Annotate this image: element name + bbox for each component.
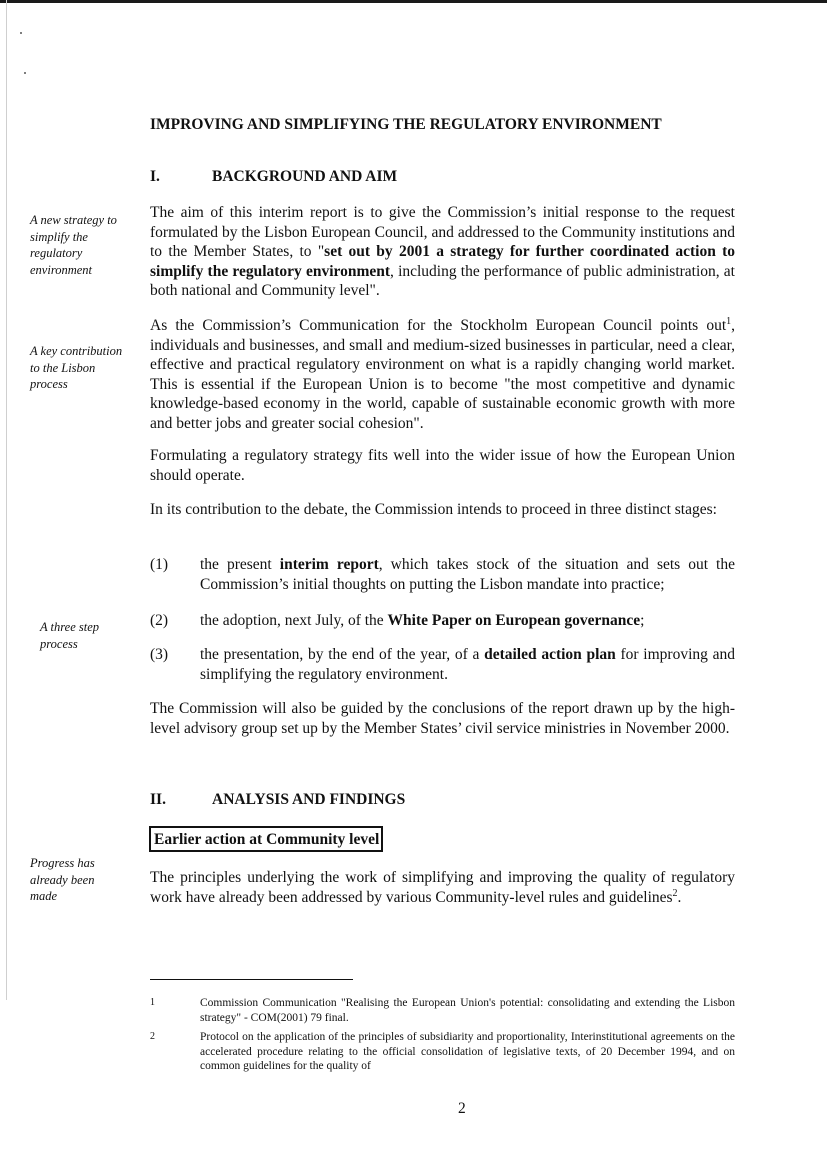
section-1-heading (150, 168, 397, 186)
page-number: 2 (458, 1100, 466, 1117)
section-1-number: I. (150, 168, 160, 185)
margin-note-three-step: A three step process (40, 620, 100, 651)
footnote-ref-1: 1 (726, 315, 732, 327)
scan-speck (24, 72, 26, 74)
paragraph-aim: The aim of this interim report is to give the Commission’s initial response to the request formulated by the Lisbon European Council, and addressed to the Community institutions and to the Member States, to "set out by 2001 a strategy for further coordinated action to simplify the regulatory environment, including the performance of public administration, at both national and Community level". (150, 204, 735, 299)
stage-number: (2) (150, 612, 169, 629)
footnote-text: Commission Communication "Realising the European Union's potential: consolidating and extending the Lisbon strategy" - COM(2001) 79 final. (200, 997, 735, 1024)
top-border-line (0, 0, 827, 3)
footnote-ref-2: 2 (672, 887, 678, 899)
footnote-number: 2 (150, 1031, 155, 1042)
stage-number: (1) (150, 556, 169, 573)
footnote-number: 1 (150, 997, 155, 1008)
stage-item: (2) the adoption, next July, of the White Paper on European governance; (150, 612, 645, 629)
section-1-title: BACKGROUND AND AIM (212, 168, 398, 185)
paragraph-principles: The principles underlying the work of simplifying and improving the quality of regulatory work have already been addressed by various Community-level rules and guidelines$^2$. (150, 869, 735, 906)
margin-note-lisbon-contribution: A key contribution to the Lisbon process (30, 344, 123, 391)
strategy-emphasis: set out by 2001 a strategy for further coordinated action to simplify the regulatory environment (150, 243, 735, 280)
section-2-title: ANALYSIS AND FINDINGS (212, 791, 406, 808)
section-2-number: II. (150, 791, 166, 808)
paragraph-three-stages: In its contribution to the debate, the Commission intends to proceed in three distinct stages: (150, 501, 717, 518)
section-2-heading (150, 791, 405, 809)
stage-item: (3) the presentation, by the end of the year, of a detailed action plan for improving and simplifying the regulatory environment. (150, 646, 735, 683)
footnote-text: Protocol on the application of the principles of subsidiarity and proportionality, Interinstitutional agreements on the accelerated procedure relating to the official consolidation of legislative texts, of 20 December 1994, and on common guidelines for the quality of (200, 1031, 735, 1072)
paragraph-advisory-group: The Commission will also be guided by the conclusions of the report drawn up by the high-level advisory group set up by the Member States’ civil service ministries in November 2000. (150, 700, 735, 737)
footnote (150, 1030, 735, 1074)
paragraph-regulatory-strategy: Formulating a regulatory strategy fits well into the wider issue of how the European Union should operate. (150, 447, 735, 484)
left-scan-edge (6, 0, 7, 1000)
margin-note-progress: Progress has already been made (30, 856, 95, 903)
footnote-separator (150, 979, 353, 980)
footnote (150, 996, 735, 1025)
margin-note-new-strategy: A new strategy to simplify the regulatory environment (30, 213, 117, 277)
paragraph-stockholm: As the Commission’s Communication for the Stockholm European Council points out$^1$, individuals and businesses, and small and medium-sized businesses in particular, need a clear, effective and practical regulatory environment on what is a rapidly changing world market. This is essential if the European Union is to become "the most competitive and dynamic knowledge-based economy in the world, capable of sustainable economic growth with more and better jobs and greater social cohesion". (150, 315, 735, 432)
stage-number: (3) (150, 646, 169, 663)
document-title: IMPROVING AND SIMPLIFYING THE REGULATORY ENVIRONMENT (150, 116, 662, 133)
scan-speck (20, 32, 22, 34)
boxed-subheading: Earlier action at Community level (149, 826, 383, 852)
stage-item: (1) the present interim report, which takes stock of the situation and sets out the Commission’s initial thoughts on putting the Lisbon mandate into practice; (150, 556, 735, 593)
